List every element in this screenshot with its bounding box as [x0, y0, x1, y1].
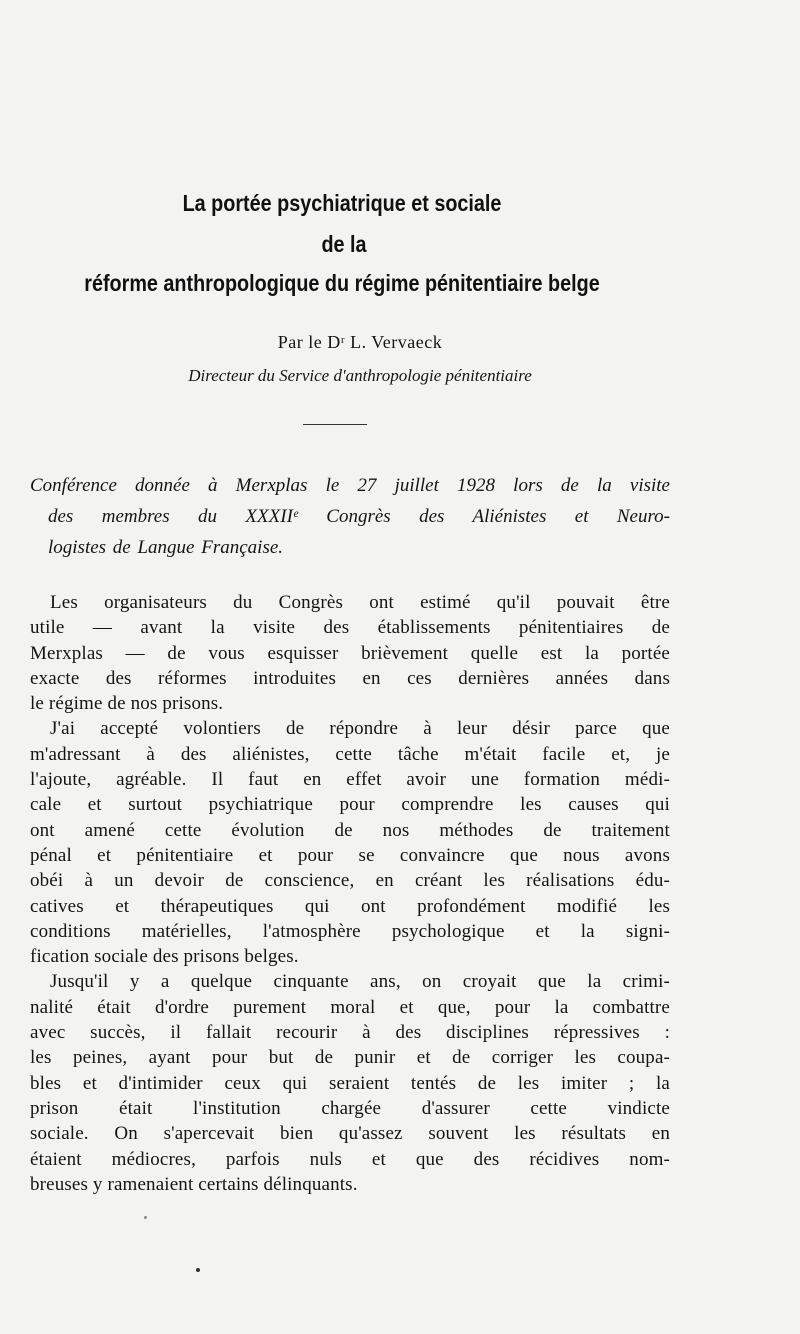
conference-note [30, 470, 670, 563]
text-line: fication sociale des prisons belges. [30, 946, 299, 968]
paragraph [30, 716, 670, 969]
conference-line: logistes de Langue Française. [48, 537, 284, 558]
text-line: bles et d'intimider ceux qui seraient tentés de les imiter ; la [30, 1072, 670, 1094]
body-text [30, 590, 670, 1197]
text-line: Les organisateurs du Congrès ont estimé qu'il pouvait être [50, 592, 670, 613]
text-line: exacte des réformes introduites en ces dernières années dans [30, 667, 670, 689]
text-line: pénal et pénitentiaire et pour se convaincre que nous avons [30, 844, 670, 866]
section-divider [303, 424, 367, 425]
paragraph [30, 590, 670, 716]
title-line-2: de la [321, 231, 367, 257]
text-line: l'ajoute, agréable. Il faut en effet avoir une formation médi- [30, 769, 670, 791]
author-affiliation: Directeur du Service d'anthropologie pénitentiaire [188, 366, 532, 385]
text-line: ont amené cette évolution de nos méthodes de traitement [30, 819, 670, 841]
conference-line: des membres du XXXIIᵉ Congrès des Aliénistes et Neuro- [48, 506, 670, 527]
text-line: les peines, ayant pour but de punir et de corriger les coupa- [30, 1047, 670, 1069]
paragraph [30, 969, 670, 1197]
text-line: nalité était d'ordre purement moral et que, pour la combattre [30, 996, 670, 1018]
text-line: J'ai accepté volontiers de répondre à leur désir parce que [50, 718, 670, 740]
text-line: étaient médiocres, parfois nuls et que des récidives nom- [30, 1148, 670, 1170]
text-line: cale et surtout psychiatrique pour comprendre les causes qui [30, 794, 670, 816]
ink-speck [196, 1268, 200, 1272]
ink-speck [144, 1216, 147, 1219]
text-line: obéi à un devoir de conscience, en créant les réalisations édu- [30, 870, 670, 892]
text-line: Merxplas — de vous esquisser brièvement quelle est la portée [30, 642, 670, 664]
text-line: le régime de nos prisons. [30, 693, 224, 715]
text-line: Jusqu'il y a quelque cinquante ans, on croyait que la crimi- [50, 971, 670, 993]
text-line: utile — avant la visite des établissements pénitentiaires de [30, 617, 670, 639]
text-line: catives et thérapeutiques qui ont profondément modifié les [30, 895, 670, 917]
title-line-3: réforme anthropologique du régime pénitentiaire belge [84, 270, 600, 296]
text-line: sociale. On s'apercevait bien qu'assez souvent les résultats en [30, 1123, 670, 1145]
text-line: avec succès, il fallait recourir à des disciplines répressives : [30, 1022, 670, 1044]
text-line: breuses y ramenaient certains délinquants. [30, 1173, 358, 1195]
text-line: prison était l'institution chargée d'assurer cette vindicte [30, 1097, 670, 1119]
author-line: Par le Dʳ L. Vervaeck [277, 332, 443, 352]
conference-line: Conférence donnée à Merxplas le 27 juillet 1928 lors de la visite [30, 475, 670, 496]
text-line: conditions matérielles, l'atmosphère psychologique et la signi- [30, 920, 670, 942]
text-line: m'adressant à des aliénistes, cette tâche m'était facile et, je [30, 743, 670, 765]
title-line-1: La portée psychiatrique et sociale [182, 190, 502, 216]
